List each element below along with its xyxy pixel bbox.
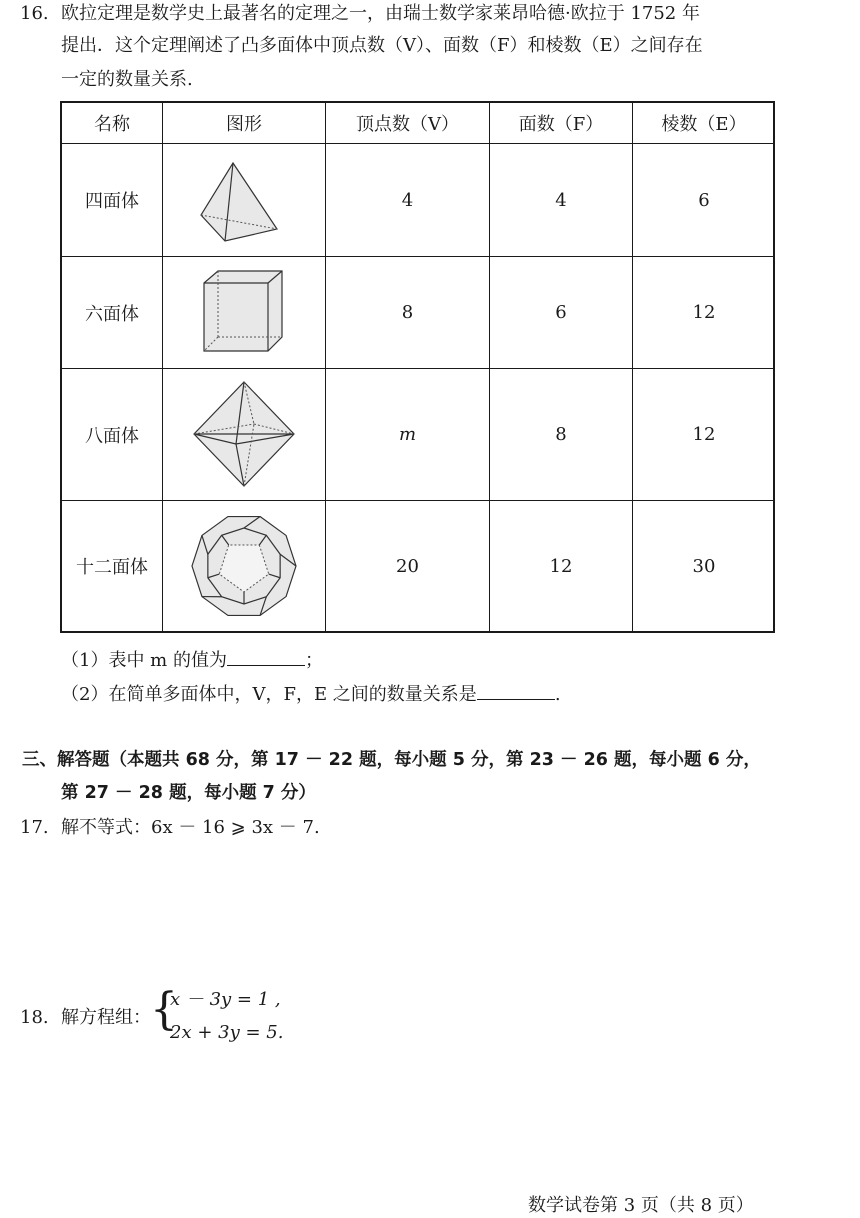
- row-edges: 30: [633, 501, 775, 631]
- row-name: 八面体: [62, 369, 162, 500]
- row-vertices: 4: [326, 144, 489, 256]
- row-vertices: m: [326, 369, 489, 500]
- row-vertices: 20: [326, 501, 489, 631]
- octahedron-figure: [192, 378, 296, 490]
- answer-blank[interactable]: [477, 681, 555, 700]
- question-17-number: 17.: [20, 816, 49, 840]
- tetrahedron-figure: [193, 159, 293, 245]
- sub-question-2-end: .: [555, 684, 561, 705]
- answer-blank[interactable]: [227, 647, 305, 666]
- sub-question-1-text: （1）表中 m 的值为: [61, 650, 227, 671]
- table-rule: [162, 103, 163, 631]
- section-3-heading-line-1: 三、解答题（本题共 68 分，第 17 － 22 题，每小题 5 分，第 23 － 26 题，每小题 6 分，: [22, 748, 761, 772]
- section-3-heading-line-2: 第 27 － 28 题，每小题 7 分）: [61, 781, 316, 805]
- row-faces: 8: [490, 369, 632, 500]
- header-name: 名称: [62, 103, 162, 143]
- row-name: 十二面体: [62, 501, 162, 631]
- header-vertices: 顶点数（V）: [326, 103, 489, 143]
- question-16-line-3: 一定的数量关系.: [61, 68, 193, 92]
- row-name: 六面体: [62, 257, 162, 368]
- header-figure: 图形: [163, 103, 325, 143]
- row-vertices: 8: [326, 257, 489, 368]
- system-brace: {: [150, 988, 178, 1032]
- row-faces: 6: [490, 257, 632, 368]
- page-footer: 数学试卷第 3 页（共 8 页）: [528, 1194, 754, 1218]
- row-name: 四面体: [62, 144, 162, 256]
- question-17-text: 解不等式：6x － 16 ⩾ 3x － 7.: [61, 816, 320, 840]
- cube-figure: [198, 267, 290, 357]
- equation-2: 2x + 3y = 5.: [170, 1021, 283, 1045]
- sub-question-2: [61, 681, 561, 707]
- row-edges: 12: [633, 257, 775, 368]
- question-16-number: 16.: [20, 2, 49, 26]
- question-18-label: 解方程组：: [61, 1006, 151, 1030]
- question-16-line-2: 提出．这个定理阐述了凸多面体中顶点数（V）、面数（F）和棱数（E）之间存在: [61, 34, 703, 58]
- row-faces: 4: [490, 144, 632, 256]
- question-16-line-1: 欧拉定理是数学史上最著名的定理之一，由瑞士数学家莱昂哈德·欧拉于 1752 年: [61, 2, 700, 26]
- polyhedra-table: [60, 101, 775, 633]
- row-faces: 12: [490, 501, 632, 631]
- row-edges: 6: [633, 144, 775, 256]
- sub-question-1-end: ；: [305, 650, 323, 671]
- equation-1: x － 3y = 1 ,: [170, 988, 281, 1012]
- header-faces: 面数（F）: [490, 103, 632, 143]
- sub-question-2-text: （2）在简单多面体中，V，F，E 之间的数量关系是: [61, 684, 477, 705]
- question-18-number: 18.: [20, 1006, 49, 1030]
- sub-question-1: [61, 647, 323, 673]
- row-edges: 12: [633, 369, 775, 500]
- dodecahedron-figure: [190, 512, 298, 620]
- header-edges: 棱数（E）: [633, 103, 775, 143]
